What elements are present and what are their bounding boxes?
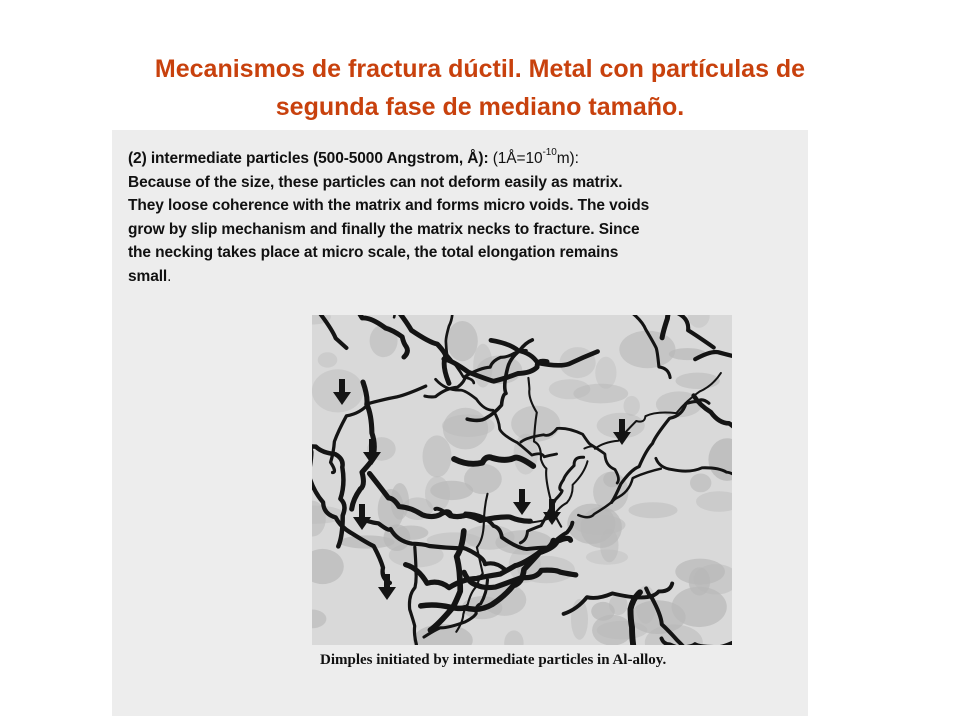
figure-panel [112,130,808,716]
heading-unit-exponent: -10 [542,146,557,158]
description-line-1: Because of the size, these particles can not deform easily as matrix. [128,173,623,191]
heading-unit [488,146,579,167]
fractograph-image [312,315,732,645]
figure-caption: Dimples initiated by intermediate particles in Al-alloy. [320,652,667,668]
description-line-4: the necking takes place at micro scale, the total elongation remains [128,244,619,261]
slide-title-line-1: Mecanismos de fractura dúctil. Metal con partículas de [154,55,806,83]
description-line-2: They loose coherence with the matrix and forms micro voids. The voids [128,197,650,214]
description-line-3: grow by slip mechanism and finally the matrix necks to fracture. Since [128,220,640,238]
description-heading [128,147,768,171]
description-text [128,147,768,288]
fractograph-drawing [312,315,732,645]
last-word-period: . [167,267,172,285]
heading-unit-close: m): [556,150,579,167]
heading-unit-open: (1Å=10 [488,150,543,167]
slide-title [40,50,920,126]
description-line-5 [128,265,768,289]
heading-bold: (2) intermediate particles (500-5000 Angstrom, Å): [128,150,489,167]
last-word-bold: small [128,267,168,285]
slide-title-line-2: segunda fase de mediano tamaño. [275,93,685,121]
